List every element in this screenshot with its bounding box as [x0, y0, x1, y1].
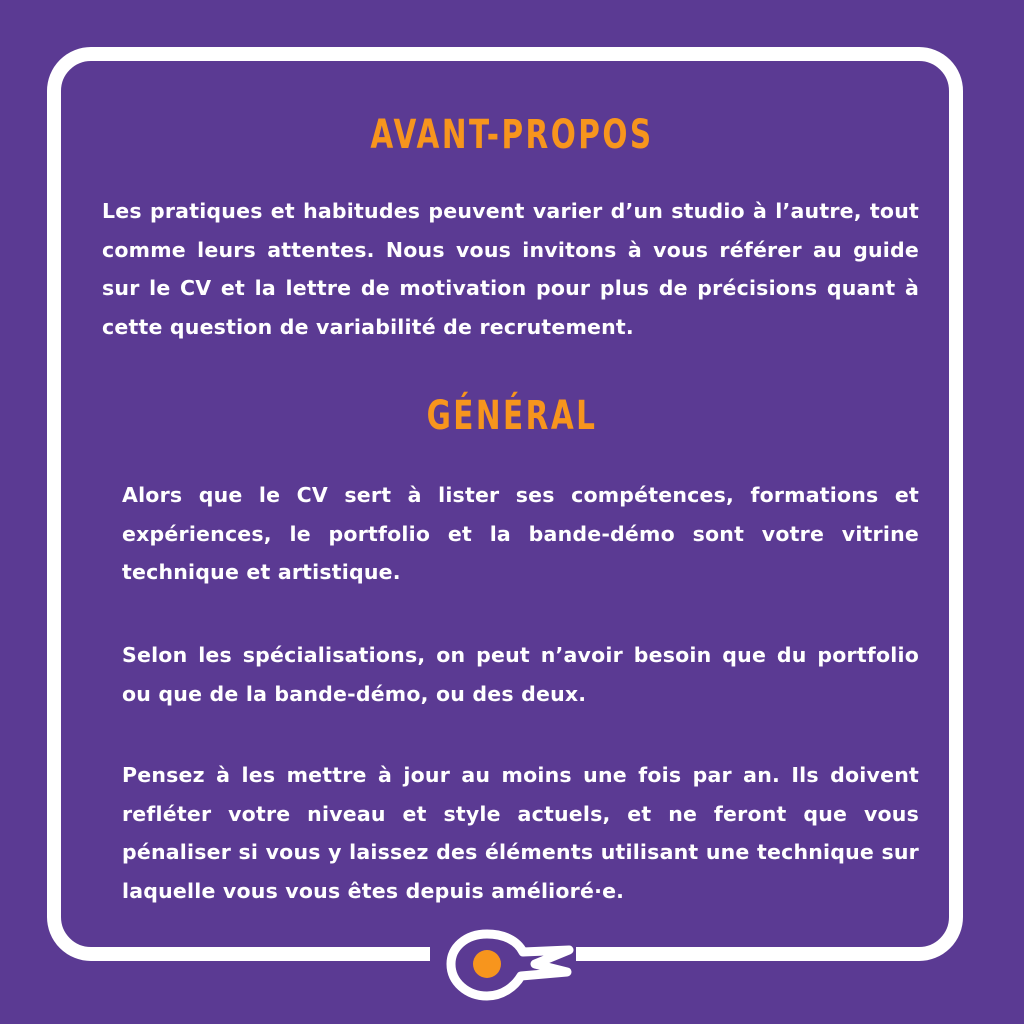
- intro-paragraph: Les pratiques et habitudes peuvent varier d’un studio à l’autre, tout comme leurs attentes. Nous vous invitons à vous référer au guide sur le CV et la lettre de motivation pour plus de précisions quant à cette question de variabilité de recrutement.: [102, 199, 919, 339]
- general-paragraph-3: Pensez à les mettre à jour au moins une fois par an. Ils doivent refléter votre niveau et style actuels, et ne feront que vous pénaliser si vous y laissez des éléments utilisant une technique sur laquelle vous vous êtes depuis amélioré·e.: [122, 763, 919, 903]
- section-title-avant-propos: AVANT-PROPOS: [370, 112, 654, 158]
- general-paragraph-1: Alors que le CV sert à lister ses compétences, formations et expériences, le portfolio et la bande-démo sont votre vitrine technique et artistique.: [122, 483, 919, 584]
- section-title-general: GÉNÉRAL: [426, 393, 598, 439]
- comet-logo-icon: [443, 926, 575, 1002]
- general-paragraph-2: Selon les spécialisations, on peut n’avoir besoin que du portfolio ou que de la bande-démo, ou des deux.: [122, 643, 919, 706]
